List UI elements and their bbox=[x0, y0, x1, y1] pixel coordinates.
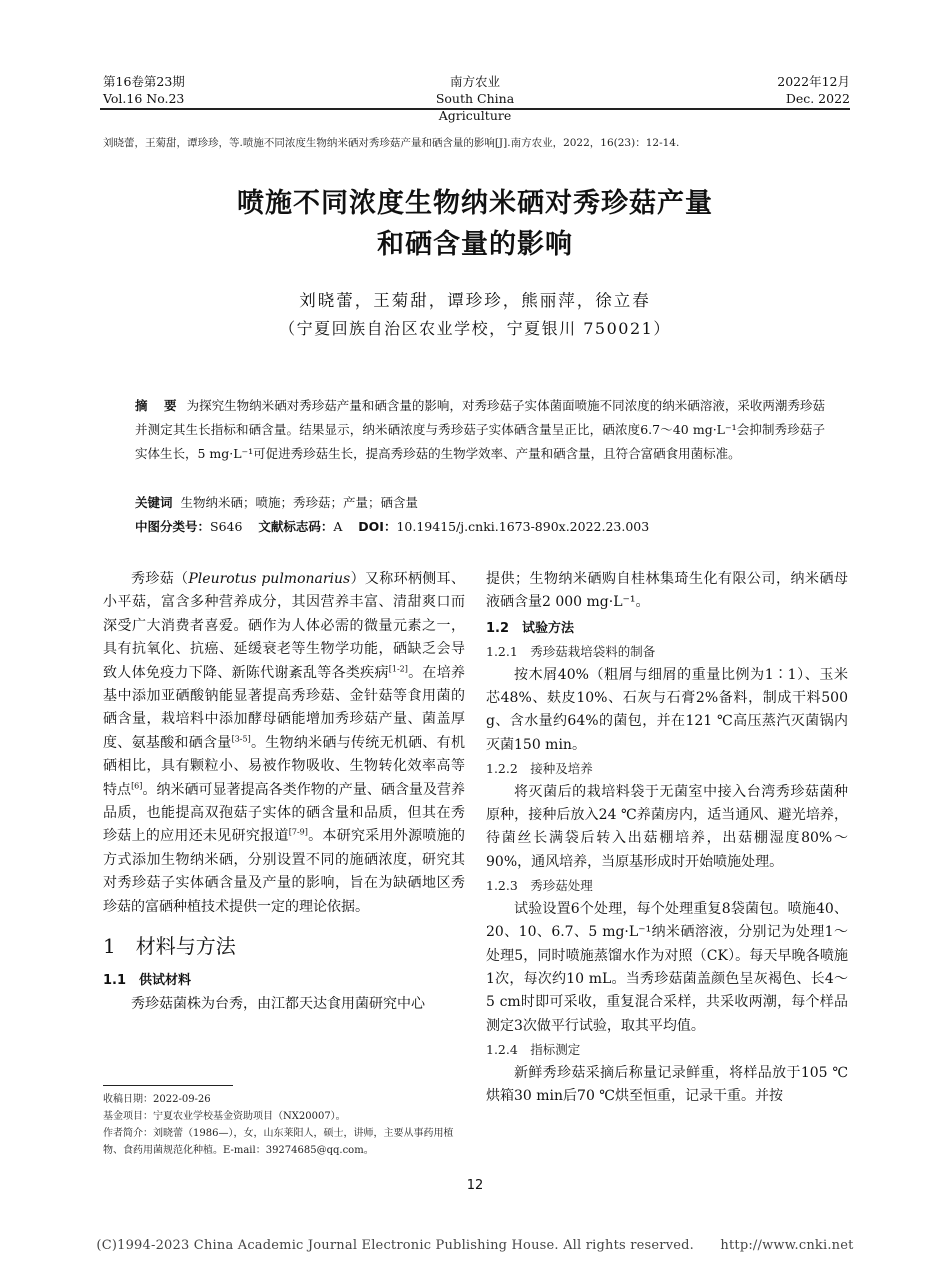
doc-code-value: A bbox=[333, 519, 343, 534]
keywords-label: 关键词 bbox=[135, 495, 173, 510]
doc-code-label: 文献标志码： bbox=[258, 519, 334, 534]
latin-name: Pleurotus pulmonarius bbox=[188, 571, 351, 587]
clc-label: 中图分类号： bbox=[135, 519, 211, 534]
intro-text-c: 。在培养基中添加亚硒酸钠能显著提高秀珍菇、金针菇等食用菌的硒含量，栽培料中添加酵母硒能增加秀珍菇产量、菌盖厚度、氨基酸和硒含量 bbox=[103, 664, 466, 751]
header-journal bbox=[400, 73, 550, 124]
section-1-1-text: 秀珍菇菌株为台秀，由江都天达食用菌研究中心 bbox=[131, 995, 425, 1012]
intro-text-a: 秀珍菇（ bbox=[131, 571, 189, 587]
section-heading-1-2-4: 1.2.4 指标测定 bbox=[486, 1042, 581, 1058]
header-rule bbox=[100, 108, 850, 110]
keywords bbox=[135, 491, 418, 515]
header-date-en: Dec. 2022 bbox=[785, 91, 850, 106]
classification bbox=[135, 515, 649, 539]
intro-paragraph bbox=[103, 568, 465, 919]
footnotes bbox=[103, 1091, 465, 1159]
footnote-author-bio: 作者简介：刘晓蕾（1986—），女，山东莱阳人，硕士，讲师，主要从事药用植物、食药用菌规范化种植。E-mail：39274685@qq.com。 bbox=[103, 1128, 454, 1156]
section-1-2-2-text: 将灭菌后的栽培料袋于无菌室中接入台湾秀珍菇菌种原种，接种后放入24 ℃养菌房内，适当通风、避光培养，待菌丝长满袋后转入出菇棚培养，出菇棚湿度80%～90%，通风培养，当原基形成时开始喷施处理。 bbox=[486, 783, 848, 870]
ref-superscript: [3-5] bbox=[231, 734, 251, 744]
section-heading-1: 1 材料与方法 bbox=[103, 934, 236, 959]
header-volume-cn: 第16卷第23期 bbox=[103, 74, 185, 89]
paper-title-line1: 喷施不同浓度生物纳米硒对秀珍菇产量 bbox=[237, 188, 713, 219]
affiliation: （宁夏回族自治区农业学校，宁夏银川 750021） bbox=[279, 319, 671, 338]
section-heading-1-1: 1.1 供试材料 bbox=[103, 973, 192, 989]
intro-text-e: 。纳米硒可显著提高各类作物的产量、硒含量及营养品质，也能提高双孢菇子实体的硒含量和品质，但其在秀珍菇上的应用还未见研究报道 bbox=[103, 781, 466, 845]
copyright-line: (C)1994-2023 China Academic Journal Electronic Publishing House. All rights reserved. http://www.cnki.net bbox=[96, 1238, 854, 1253]
header-journal-cn: 南方农业 bbox=[449, 74, 500, 89]
doi-value: 10.19415/j.cnki.1673-890x.2022.23.003 bbox=[396, 519, 650, 534]
section-1-2-3-text: 试验设置6个处理，每个处理重复8袋菌包。喷施40、20、10、6.7、5 mg·L⁻¹纳米硒溶液，分别记为处理1～处理5，同时喷施蒸馏水作为对照（CK）。每天早晚各喷施1次，每次约10 mL。当秀珍菇菌盖颜色呈灰褐色、长4～5 cm时即可采收，重复混合采样，共采收两潮，每个样品测定3次做平行试验，取其平均值。 bbox=[486, 900, 848, 1034]
right-column bbox=[486, 568, 848, 1108]
page-number: 12 bbox=[466, 1178, 484, 1193]
intro-text-f: 。本研究采用外源喷施的方式添加生物纳米硒，分别设置不同的施硒浓度，研究其对秀珍菇子实体硒含量及产量的影响，旨在为缺硒地区秀珍菇的富硒种植技术提供一定的理论依据。 bbox=[103, 828, 466, 915]
footnote-fund: 基金项目：宁夏农业学校基金资助项目（NX20007）。 bbox=[103, 1111, 346, 1122]
intro-text-b: ）又称环柄侧耳、小平菇，富含多种营养成分，其因营养丰富、清甜爽口而深受广大消费者喜爱。硒作为人体必需的微量元素之一，具有抗氧化、抗癌、延缓衰老等生物学功能，硒缺乏会导致人体免疫力下降、新陈代谢紊乱等各类疾病 bbox=[103, 571, 466, 681]
ref-superscript: [6] bbox=[131, 781, 143, 790]
section-heading-1-2-1: 1.2.1 秀珍菇栽培袋料的制备 bbox=[486, 644, 656, 660]
authors: 刘晓蕾，王菊甜，谭珍珍，熊丽萍，徐立春 bbox=[299, 291, 651, 310]
section-heading-1-2: 1.2 试验方法 bbox=[486, 620, 575, 636]
continued-text: 提供；生物纳米硒购自桂林集琦生化有限公司，纳米硒母液硒含量2 000 mg·L⁻¹。 bbox=[486, 571, 848, 611]
footnote-received: 收稿日期：2022-09-26 bbox=[103, 1094, 211, 1105]
keywords-text: 生物纳米硒；喷施；秀珍菇；产量；硒含量 bbox=[180, 495, 418, 510]
abstract-text: 为探究生物纳米硒对秀珍菇产量和硒含量的影响，对秀珍菇子实体菌面喷施不同浓度的纳米硒溶液，采收两潮秀珍菇并测定其生长指标和硒含量。结果显示，纳米硒浓度与秀珍菇子实体硒含量呈正比，硒浓度6.7～40 mg·L⁻¹会抑制秀珍菇子实体生长，5 mg·L⁻¹可促进秀珍菇生长，提高秀珍菇的生物学效率、产量和硒含量，且符合富硒食用菌标准。 bbox=[135, 398, 825, 461]
ref-superscript: [1-2] bbox=[388, 663, 408, 673]
footnote-rule bbox=[103, 1085, 233, 1086]
section-1-2-4-text: 新鲜秀珍菇采摘后称量记录鲜重，将样品放于105 ℃烘箱30 min后70 ℃烘至恒重，记录干重。并按 bbox=[486, 1064, 848, 1104]
paper-title-line2: 和硒含量的影响 bbox=[377, 229, 573, 260]
header-date bbox=[777, 73, 850, 107]
clc-value: S646 bbox=[210, 519, 243, 534]
header-journal-en: South China Agriculture bbox=[435, 91, 515, 123]
header-date-cn: 2022年12月 bbox=[777, 74, 850, 89]
section-heading-1-2-3: 1.2.3 秀珍菇处理 bbox=[486, 878, 593, 894]
intro-text-d: 。生物纳米硒与传统无机硒、有机硒相比，具有颗粒小、易被作物吸收、生物转化效率高等特点 bbox=[103, 734, 465, 798]
section-1-2-1-text: 按木屑40%（粗屑与细屑的重量比例为1∶1）、玉米芯48%、麸皮10%、石灰与石膏2%备料，制成干料500 g、含水量约64%的菌包，并在121 ℃高压蒸汽灭菌锅内灭菌150 min。 bbox=[486, 666, 848, 753]
left-column bbox=[103, 568, 465, 1016]
ref-superscript: [7-9] bbox=[288, 827, 308, 837]
section-heading-1-2-2: 1.2.2 接种及培养 bbox=[486, 761, 593, 777]
abstract bbox=[135, 394, 825, 466]
header-volume-en: Vol.16 No.23 bbox=[103, 91, 185, 106]
doi-label: DOI： bbox=[358, 519, 397, 534]
citation: 刘晓蕾，王菊甜，谭珍珍，等.喷施不同浓度生物纳米硒对秀珍菇产量和硒含量的影响[J].南方农业，2022，16(23)：12-14. bbox=[103, 137, 680, 149]
abstract-label: 摘 要 bbox=[135, 398, 179, 413]
header-volume bbox=[103, 73, 185, 107]
